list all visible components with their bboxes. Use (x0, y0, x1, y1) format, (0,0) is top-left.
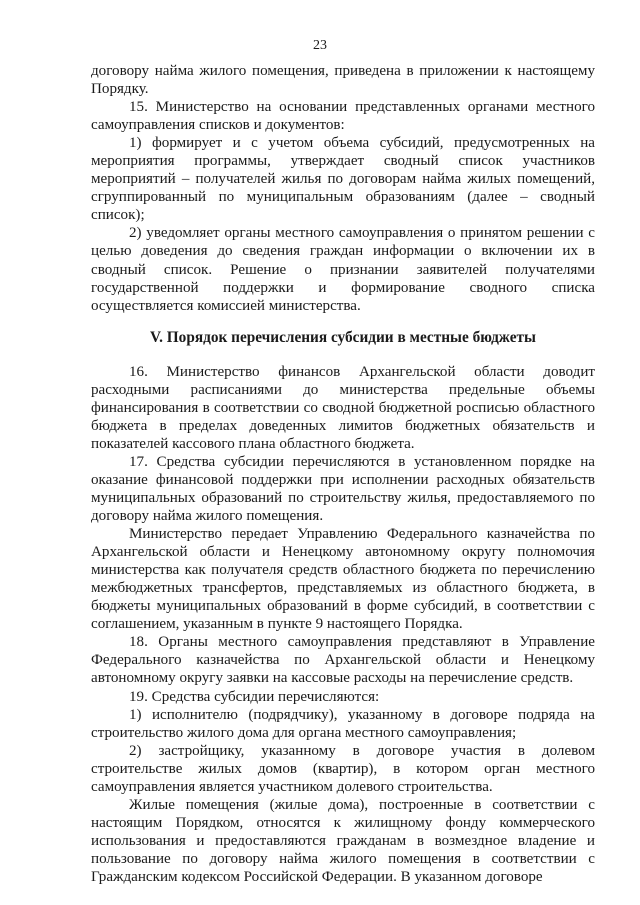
paragraph: 15. Министерство на основании представленных органами местного самоуправления списков и документов: (91, 99, 595, 134)
paragraph: 19. Средства субсидии перечисляются: (129, 688, 380, 705)
paragraph: 2) застройщику, указанному в договоре участия в долевом строительстве жилых домов (квартир), в котором орган местного самоуправления является участником долевого строительства. (91, 742, 595, 795)
document-body (91, 62, 595, 886)
paragraph: договору найма жилого помещения, приведена в приложении к настоящему Порядку. (91, 63, 595, 98)
paragraph: Министерство передает Управлению Федерального казначейства по Архангельской области и Ненецкому автономному округу полномочия министерства как получателя средств областного бюджета по перечислению межбюджетных трансфертов, представляемых из областного бюджета, в бюджеты муниципальных образований в форме субсидий, в соответствии с соглашением, указанным в пункте 9 настоящего Порядка. (91, 526, 595, 633)
paragraph: 2) уведомляет органы местного самоуправления о принятом решении с целью доведения до сведения граждан информации о включении их в сводный список. Решение о признании заявителей получателями государственной поддержки и формирование сводного списка осуществляется комиссией министерства. (91, 225, 595, 314)
paragraph: 1) исполнителю (подрядчику), указанному в договоре подряда на строительство жилого дома для органа местного самоуправления; (91, 706, 595, 741)
paragraph: 18. Органы местного самоуправления представляют в Управление Федерального казначейства по Архангельской области и Ненецкому автономному округу заявки на кассовые расходы на перечисление средств. (91, 634, 595, 687)
paragraph: 17. Средства субсидии перечисляются в установленном порядке на оказание финансовой поддержки при исполнении расходных обязательств муниципальных образований по строительству жилья, предоставляемого по договору найма жилого помещения. (91, 453, 595, 525)
paragraph: 1) формирует и с учетом объема субсидий, предусмотренных на мероприятия программы, утверждает сводный список участников мероприятий – получателей жилья по договорам найма жилых помещений, сгруппированный по муниципальным образованиям (далее – сводный список); (91, 135, 595, 224)
section-heading: V. Порядок перечисления субсидии в местные бюджеты (150, 328, 536, 346)
paragraph: Жилые помещения (жилые дома), построенные в соответствии с настоящим Порядком, относятся к жилищному фонду коммерческого использования и предоставляются гражданам в возмездное владение и пользование по договору найма жилого помещения в соответствии с Гражданским кодексом Российской Федерации. В указанном договоре (91, 796, 595, 885)
page-number: 23 (313, 38, 327, 53)
paragraph: 16. Министерство финансов Архангельской области доводит расходными расписаниями до министерства предельные объемы финансирования в соответствии со сводной бюджетной росписью областного бюджета в пределах доведенных лимитов бюджетных обязательств и показателей кассового плана областного бюджета. (91, 363, 595, 452)
